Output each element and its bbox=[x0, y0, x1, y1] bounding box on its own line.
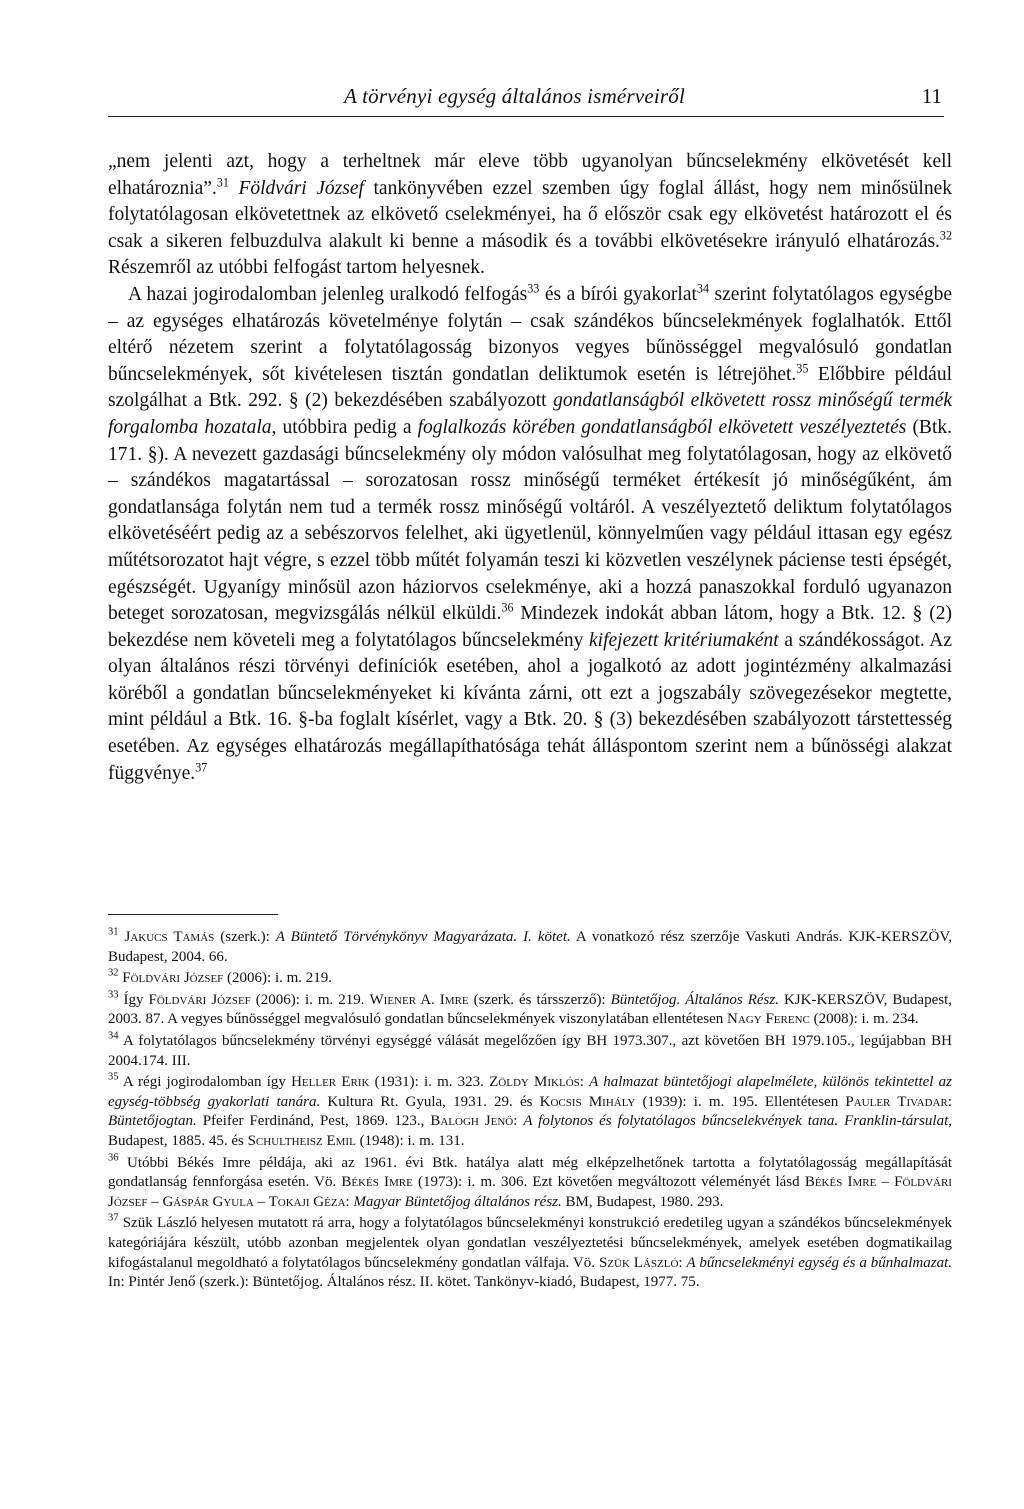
author-name: Földvári József bbox=[238, 177, 364, 199]
text-run: A hazai jogirodalomban jelenleg uralkodó felfogás bbox=[128, 283, 528, 305]
emphasis: kifejezett kritériumaként bbox=[589, 629, 779, 651]
footnote-36 bbox=[108, 1154, 952, 1213]
author-name: Földvári József bbox=[122, 970, 224, 987]
text-run: és a bírói gyakorlat bbox=[539, 283, 697, 305]
text-run: Részemről az utóbbi felfogást tartom helyesnek. bbox=[108, 257, 485, 279]
text-run: : bbox=[678, 1254, 687, 1271]
work-title: A halmazat büntetőjogi alapelmélete, különös tekintettel az egység-többség gyakorlati tanára. bbox=[108, 1074, 952, 1110]
text-run: (1931): i. m. 323. bbox=[369, 1074, 490, 1091]
text-run: : bbox=[579, 1074, 590, 1091]
footnote-number: 36 bbox=[108, 1152, 119, 1164]
author-name: Zöldy Miklós bbox=[489, 1074, 580, 1091]
footnote-ref-31: 31 bbox=[216, 175, 229, 190]
text-run: Szük László helyesen mutatott rá arra, hogy a folytatólagos bűncselekményi konstrukció eredetileg ugyan a szándékos bűncselekmények kategóriájára készült, utóbb azonban megjelentek olyan gondatlan veszélyeztetési bűncselekmények, amelyek esetében dogmatikailag kifogástalanul megoldható a folytatólagos bűncselekmény gondatlan válfaja. Vö. bbox=[108, 1215, 952, 1271]
text-run: Mindezek indokát abban látom, hogy a Btk. 12. § (2) bekezdése nem követeli meg a folytatólagos bűncselekmény bbox=[108, 603, 952, 651]
text-run: Kultura Rt. Gyula, 1931. 29. és bbox=[320, 1093, 540, 1110]
text-run: A folytatólagos bűncselekmény törvényi egységgé válását megelőzően így BH 1973.307., azt követően BH 1979.105., legújabban BH 2004.174. III. bbox=[108, 1032, 952, 1069]
paragraph-1 bbox=[108, 149, 952, 282]
body-text bbox=[108, 149, 952, 787]
work-title: A bűncselekményi egység és a bűnhalmazat. bbox=[686, 1254, 953, 1271]
author-name: Schultheisz Emil bbox=[247, 1132, 356, 1149]
footnote-number: 33 bbox=[108, 989, 119, 1001]
footnote-number: 35 bbox=[108, 1071, 119, 1083]
text-run: (2006): i. m. 219. bbox=[250, 991, 370, 1008]
text-run: Budapest, 1885. 45. és bbox=[108, 1132, 248, 1149]
text-run: KJK-KERSZÖV, Budapest, 2003. 87. A vegyes bűnösséggel megvalósuló gondatlan bűncselekmények viszonylatában ellentétesen bbox=[108, 991, 953, 1028]
footnote-number: 32 bbox=[108, 967, 119, 979]
author-name: Szük László bbox=[598, 1254, 679, 1271]
author-name: Kocsis Mihály bbox=[539, 1093, 636, 1110]
text-run: Pfeifer Ferdinánd, Pest, 1869. 123., bbox=[196, 1113, 431, 1130]
text-run: A régi jogirodalomban így bbox=[118, 1074, 292, 1091]
running-header bbox=[108, 82, 944, 117]
footnote-ref-37: 37 bbox=[195, 760, 208, 775]
text-run: : bbox=[345, 1193, 354, 1210]
footnote-ref-35: 35 bbox=[796, 361, 809, 376]
text-run: Így bbox=[118, 991, 149, 1008]
author-name: Jakucs Tamás bbox=[124, 929, 215, 945]
text-run: (1973): i. m. 306. Ezt követően megváltozott véleményét lásd bbox=[412, 1174, 805, 1191]
footnote-ref-33: 33 bbox=[527, 281, 540, 296]
author-name: Békés Imre bbox=[341, 1174, 413, 1191]
footnote-32 bbox=[108, 969, 952, 989]
work-title: A folytonos és folytatólagos bűncselekvények tana. Franklin-társulat, bbox=[523, 1113, 952, 1130]
text-run: (1948): i. m. 131. bbox=[355, 1132, 465, 1149]
footnote-ref-36: 36 bbox=[501, 600, 514, 615]
text-run: : bbox=[947, 1093, 952, 1110]
text-run: Előbbire például szolgálhat a Btk. 292. § (2) bekezdésében szabályozott bbox=[108, 363, 952, 412]
footnote-number: 34 bbox=[108, 1030, 119, 1042]
work-title: Büntetőjog. Általános Rész. bbox=[610, 991, 779, 1008]
emphasis: foglalkozás körében gondatlanságból elkövetett veszélyeztetés bbox=[417, 416, 907, 438]
text-run: szerint folytatólagos egységbe – az egységes elhatározás követelménye folytán – csak szándékos bűncselekmények foglalhatók. Ettől eltérő nézetem szerint a folytatólagosság bizonyos vegyes bűnösséggel megvalósuló gondatlan bűncselekmények, sőt kivételesen tisztán gondatlan deliktumok esetén is létrejöhet. bbox=[108, 283, 952, 385]
page-number: 11 bbox=[921, 84, 942, 108]
footnote-31 bbox=[108, 928, 952, 967]
text-run: , utóbbira pedig a bbox=[271, 416, 418, 438]
text-run: „nem jelenti azt, hogy a terheltnek már eleve több ugyanolyan bűncselekmény elkövetését kell elhatároznia”. bbox=[108, 151, 952, 199]
text-run: tankönyvében ezzel szemben úgy foglal állást, hogy nem minősülnek folytatólagosan elkövetettnek az elkövető cselekményei, ha ő először csak egy elkövetést határozott el és csak a sikeren felbuzdulva alakult ki benne a második és a további elkövetésekre irányuló elhatározás. bbox=[108, 177, 952, 252]
author-name: Pauler Tivadar bbox=[845, 1093, 948, 1110]
text-run: a szándékosságot. Az olyan általános részi törvényi definíciók esetében, ahol a jogalkotó az adott jogintézmény alkalmazási köréből a gondatlan bűncselekményeket ki kívánta zárni, ott ezt a jogszabály szövegezésekor megtette, mint például a Btk. 16. §-ba foglalt kísérlet, vagy a Btk. 20. § (3) bekezdésében szabályozott társtettesség esetében. Az egységes elhatározás megállapíthatósága tehát álláspontom szerint nem a bűnösségi alakzat függvénye. bbox=[108, 629, 952, 784]
text-run: A vonatkozó rész szerzője Vaskuti András. KJK-KERSZÖV, Budapest, 2004. 66. bbox=[108, 929, 952, 965]
text-run: In: Pintér Jenő (szerk.): Büntetőjog. Általános rész. II. kötet. Tankönyv-kiadó, Budapest, 1977. 75. bbox=[108, 1274, 700, 1291]
footnote-ref-32: 32 bbox=[939, 228, 952, 243]
emphasis: gondatlanságból elkövetett rossz minőségű termék forgalomba hozatala bbox=[108, 390, 953, 438]
text-run: (szerk. és társszerző): bbox=[468, 991, 611, 1008]
running-title: A törvényi egység általános ismérveiről bbox=[344, 84, 686, 108]
footnote-ref-34: 34 bbox=[696, 281, 709, 296]
text-run: BM, Budapest, 1980. 293. bbox=[561, 1193, 724, 1210]
text-run: (Btk. 171. §). A nevezett gazdasági bűncselekmény oly módon valósulhat meg folytatólagosan, hogy az elkövető – szándékos magatartással – sorozatosan rossz minőségű terméket értékesít jó minőségűként, ám gondatlansága folytán nem tud a termék rossz minőségű voltáról. A veszélyeztető deliktum folytatólagos elkövetéséért pedig az a sebészorvos felelhet, aki ügyetlenül, könnyelműen vagy például ittasan egy egész műtétsorozatot hajt végre, s ezzel több műtét folyamán teszi ki közvetlen veszélynek páciense testi épségét, egészségét. Ugyanígy minősül azon háziorvos cselekménye, aki a hozzá panaszokkal forduló ugyanazon beteget sorozatosan, megvizsgálás nélkül elküldi. bbox=[108, 416, 952, 625]
author-name: Békés Imre – Földvári József – Gáspár Gyula – Tokaji Géza bbox=[108, 1174, 952, 1210]
footnote-number: 37 bbox=[108, 1212, 119, 1224]
footnotes bbox=[108, 928, 952, 1295]
author-name: Wiener A. Imre bbox=[369, 991, 469, 1008]
footnote-34 bbox=[108, 1032, 952, 1071]
text-run: Utóbbi Békés Imre példája, aki az 1961. évi Btk. hatálya alatt még elképzelhetőnek tartotta a folytatólagosság megállapítását gondatlanság fennforgása esetén. Vö. bbox=[108, 1154, 952, 1191]
paragraph-2 bbox=[108, 282, 952, 787]
text-run: (2008): i. m. 234. bbox=[809, 1011, 919, 1028]
author-name: Heller Erik bbox=[291, 1074, 370, 1091]
text-run: (szerk.): bbox=[214, 929, 276, 945]
text-run: (2006): i. m. 219. bbox=[223, 970, 333, 987]
footnote-35 bbox=[108, 1073, 952, 1151]
footnote-rule bbox=[108, 914, 278, 915]
work-title: Büntetőjogtan. bbox=[108, 1113, 197, 1130]
author-name: Balogh Jenő bbox=[430, 1113, 514, 1130]
footnote-33 bbox=[108, 991, 952, 1030]
author-name: Földvári József bbox=[148, 991, 251, 1008]
footnote-37 bbox=[108, 1214, 952, 1292]
author-name: Nagy Ferenc bbox=[727, 1011, 810, 1028]
work-title: Magyar Büntetőjog általános rész. bbox=[353, 1193, 562, 1210]
work-title: A Büntető Törvénykönyv Magyarázata. I. kötet. bbox=[275, 929, 571, 945]
text-run: : bbox=[513, 1113, 524, 1130]
text-run: (1939): i. m. 195. Ellentétesen bbox=[635, 1093, 846, 1110]
footnote-number: 31 bbox=[108, 926, 119, 938]
